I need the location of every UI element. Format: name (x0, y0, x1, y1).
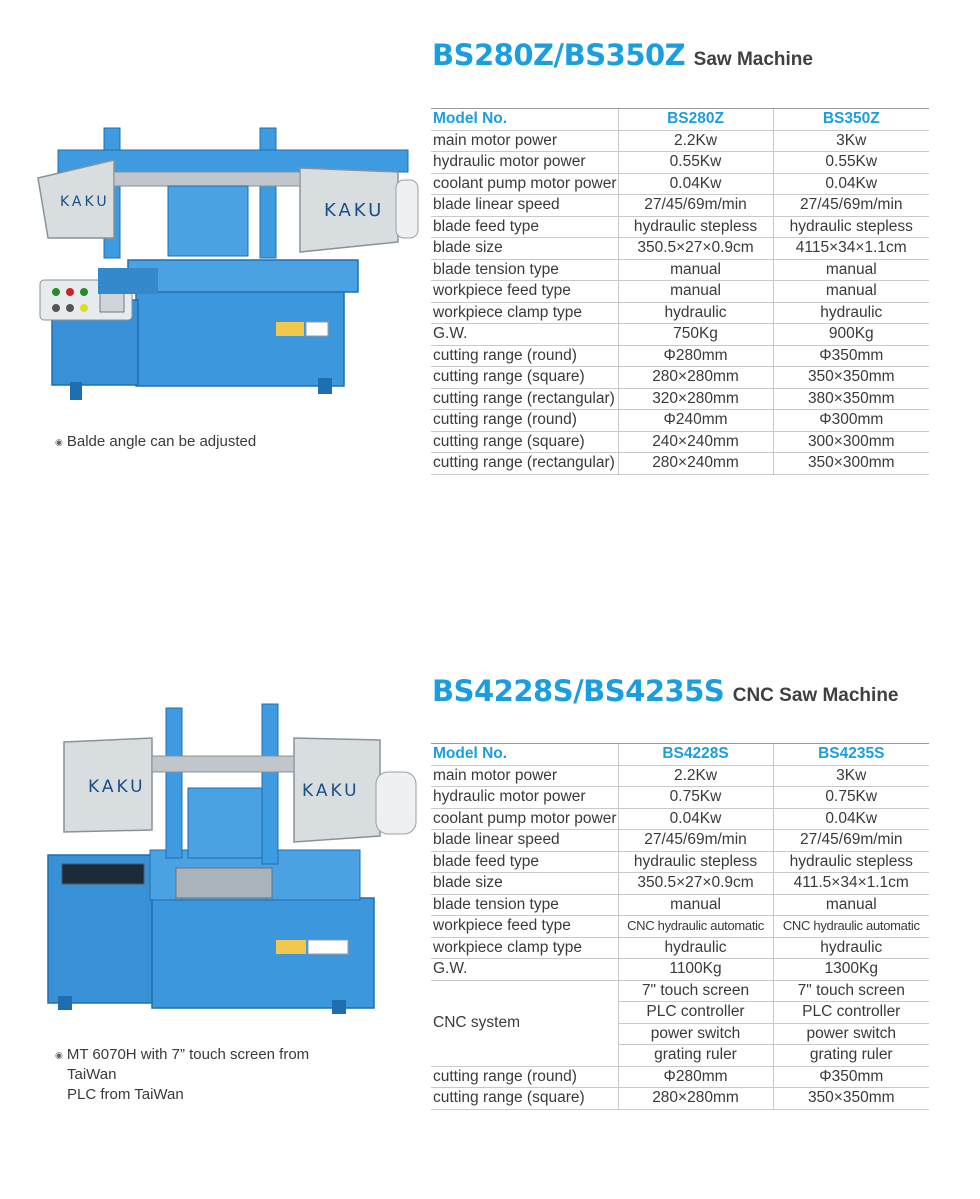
spec-label-cell: main motor power (431, 130, 618, 152)
spec-value-cell: 7" touch screen (773, 980, 929, 1002)
spec-value-cell: 0.04Kw (618, 173, 773, 195)
title-name: Saw Machine (693, 49, 813, 70)
spec-value-cell: manual (773, 894, 929, 916)
caption-line: TaiWan (67, 1066, 117, 1084)
spec-value-cell: Φ300mm (773, 410, 929, 432)
spec-value-cell: manual (773, 259, 929, 281)
spec-table (431, 743, 929, 1110)
spec-value-cell: grating ruler (773, 1045, 929, 1067)
spec-label-cell: main motor power (431, 765, 618, 787)
spec-value-cell: PLC controller (773, 1002, 929, 1024)
table-row (431, 302, 929, 324)
brand-logo-left: KAKU (60, 194, 110, 210)
spec-value-cell: CNC hydraulic automatic (618, 916, 773, 938)
spec-label-cell: workpiece feed type (431, 281, 618, 303)
spec-value-cell: CNC hydraulic automatic (773, 916, 929, 938)
spec-value-cell: 320×280mm (618, 388, 773, 410)
spec-value-cell: hydraulic (773, 937, 929, 959)
spec-value-cell: 240×240mm (618, 431, 773, 453)
spec-value-cell: hydraulic stepless (773, 216, 929, 238)
table-row (431, 916, 929, 938)
product-title (432, 674, 899, 708)
spec-value-cell: 3Kw (773, 130, 929, 152)
spec-value-cell: grating ruler (618, 1045, 773, 1067)
spec-value-cell: manual (618, 894, 773, 916)
spec-value-cell: manual (618, 281, 773, 303)
table-row (431, 173, 929, 195)
caption-line: Balde angle can be adjusted (66, 433, 257, 450)
spec-value-cell: Φ280mm (618, 345, 773, 367)
spec-label-cell: coolant pump motor power (431, 808, 618, 830)
spec-value-cell: 7" touch screen (618, 980, 773, 1002)
spec-label-cell: cutting range (round) (431, 410, 618, 432)
spec-value-cell: 3Kw (773, 765, 929, 787)
spec-table (431, 108, 929, 475)
spec-value-cell: manual (773, 281, 929, 303)
spec-label-cell: blade size (431, 873, 618, 895)
table-row (431, 281, 929, 303)
spec-value-cell: 2.2Kw (618, 765, 773, 787)
table-row (431, 959, 929, 981)
spec-label-cell: cutting range (round) (431, 345, 618, 367)
table-header-row (431, 109, 929, 131)
table-row (431, 367, 929, 389)
table-row (431, 195, 929, 217)
spec-value-cell: 350×350mm (773, 367, 929, 389)
spec-value-cell: 4115×34×1.1cm (773, 238, 929, 260)
table-row (431, 765, 929, 787)
spec-value-cell: 0.55Kw (618, 152, 773, 174)
table-row (431, 216, 929, 238)
spec-value-cell: 1300Kg (773, 959, 929, 981)
spec-label-cell: hydraulic motor power (431, 152, 618, 174)
spec-label-cell: blade tension type (431, 894, 618, 916)
table-row (431, 980, 929, 1002)
spec-label-cell: coolant pump motor power (431, 173, 618, 195)
brand-logo-right: KAKU (324, 200, 385, 221)
spec-label-cell: G.W. (431, 324, 618, 346)
table-row (431, 345, 929, 367)
header-cell: BS4235S (773, 744, 929, 766)
spec-value-cell: Φ240mm (618, 410, 773, 432)
spec-value-cell: hydraulic stepless (618, 216, 773, 238)
spec-value-cell: 27/45/69m/min (618, 830, 773, 852)
spec-value-cell: Φ350mm (773, 345, 929, 367)
brand-logo-right: KAKU (302, 781, 360, 801)
table-row (431, 453, 929, 475)
spec-label-cell: workpiece clamp type (431, 302, 618, 324)
table-row (431, 937, 929, 959)
product-title (432, 38, 813, 72)
spec-value-cell: 280×280mm (618, 1088, 773, 1110)
title-model: BS4228S/BS4235S (432, 674, 725, 708)
header-cell: Model No. (431, 744, 618, 766)
spec-value-cell: Φ280mm (618, 1066, 773, 1088)
spec-value-cell: 350×350mm (773, 1088, 929, 1110)
table-row (431, 808, 929, 830)
spec-label-cell: blade tension type (431, 259, 618, 281)
machine-base (136, 290, 344, 386)
table-row (431, 1088, 929, 1110)
spec-value-cell: hydraulic (618, 302, 773, 324)
spec-value-cell: 411.5×34×1.1cm (773, 873, 929, 895)
spec-value-cell: 0.55Kw (773, 152, 929, 174)
spec-label-cell: blade size (431, 238, 618, 260)
product-section-bs4228s (0, 640, 980, 1199)
spec-label-cell: cutting range (round) (431, 1066, 618, 1088)
spec-value-cell: hydraulic stepless (618, 851, 773, 873)
spec-value-cell: hydraulic (618, 937, 773, 959)
caption-line: PLC from TaiWan (67, 1086, 184, 1104)
spec-value-cell: 27/45/69m/min (773, 195, 929, 217)
spec-value-cell: 27/45/69m/min (773, 830, 929, 852)
spec-value-cell: hydraulic (773, 302, 929, 324)
spec-label-cell: G.W. (431, 959, 618, 981)
table-row (431, 410, 929, 432)
spec-value-cell: 1100Kg (618, 959, 773, 981)
table-row (431, 1066, 929, 1088)
table-row (431, 830, 929, 852)
header-cell: Model No. (431, 109, 618, 131)
spec-value-cell: 0.04Kw (773, 173, 929, 195)
table-row (431, 894, 929, 916)
spec-value-cell: Φ350mm (773, 1066, 929, 1088)
spec-label-cell: cutting range (square) (431, 367, 618, 389)
spec-value-cell: 0.04Kw (773, 808, 929, 830)
brand-logo-left: KAKU (88, 777, 146, 797)
spec-value-cell: 350×300mm (773, 453, 929, 475)
spec-label-cell: cutting range (rectangular) (431, 388, 618, 410)
spec-value-cell: 900Kg (773, 324, 929, 346)
cnc-saw-machine-image (40, 700, 420, 1040)
spec-value-cell: 380×350mm (773, 388, 929, 410)
spec-value-cell: 0.04Kw (618, 808, 773, 830)
spec-value-cell: PLC controller (618, 1002, 773, 1024)
header-cell: BS350Z (773, 109, 929, 131)
spec-value-cell: 280×240mm (618, 453, 773, 475)
caption-line: MT 6070H with 7” touch screen from (66, 1046, 310, 1063)
spec-value-cell: 2.2Kw (618, 130, 773, 152)
feature-caption (55, 1045, 309, 1105)
bullet-icon: ◉ (55, 1050, 63, 1061)
spec-value-cell: 0.75Kw (618, 787, 773, 809)
table-header-row (431, 744, 929, 766)
spec-label-cell: CNC system (431, 980, 618, 1066)
spec-value-cell: 350.5×27×0.9cm (618, 238, 773, 260)
spec-value-cell: power switch (773, 1023, 929, 1045)
table-row (431, 238, 929, 260)
spec-label-cell: blade linear speed (431, 830, 618, 852)
spec-label-cell: blade linear speed (431, 195, 618, 217)
spec-value-cell: 0.75Kw (773, 787, 929, 809)
table-row (431, 851, 929, 873)
feature-caption (55, 432, 256, 452)
table-row (431, 873, 929, 895)
spec-label-cell: cutting range (square) (431, 1088, 618, 1110)
product-section-bs280z (0, 0, 980, 560)
header-cell: BS4228S (618, 744, 773, 766)
spec-value-cell: 27/45/69m/min (618, 195, 773, 217)
spec-value-cell: 350.5×27×0.9cm (618, 873, 773, 895)
spec-label-cell: hydraulic motor power (431, 787, 618, 809)
table-row (431, 431, 929, 453)
spec-label-cell: blade feed type (431, 216, 618, 238)
table-row (431, 152, 929, 174)
spec-value-cell: 280×280mm (618, 367, 773, 389)
spec-value-cell: hydraulic stepless (773, 851, 929, 873)
spec-value-cell: 300×300mm (773, 431, 929, 453)
spec-value-cell: manual (618, 259, 773, 281)
spec-label-cell: workpiece clamp type (431, 937, 618, 959)
spec-label-cell: cutting range (square) (431, 431, 618, 453)
bullet-icon: ◉ (55, 437, 63, 448)
table-row (431, 130, 929, 152)
spec-label-cell: cutting range (rectangular) (431, 453, 618, 475)
title-name: CNC Saw Machine (732, 685, 899, 706)
spec-value-cell: power switch (618, 1023, 773, 1045)
title-model: BS280Z/BS350Z (432, 38, 686, 72)
table-row (431, 388, 929, 410)
header-cell: BS280Z (618, 109, 773, 131)
table-row (431, 259, 929, 281)
table-row (431, 324, 929, 346)
spec-value-cell: 750Kg (618, 324, 773, 346)
table-row (431, 787, 929, 809)
spec-label-cell: blade feed type (431, 851, 618, 873)
saw-machine-image (18, 120, 428, 410)
spec-label-cell: workpiece feed type (431, 916, 618, 938)
